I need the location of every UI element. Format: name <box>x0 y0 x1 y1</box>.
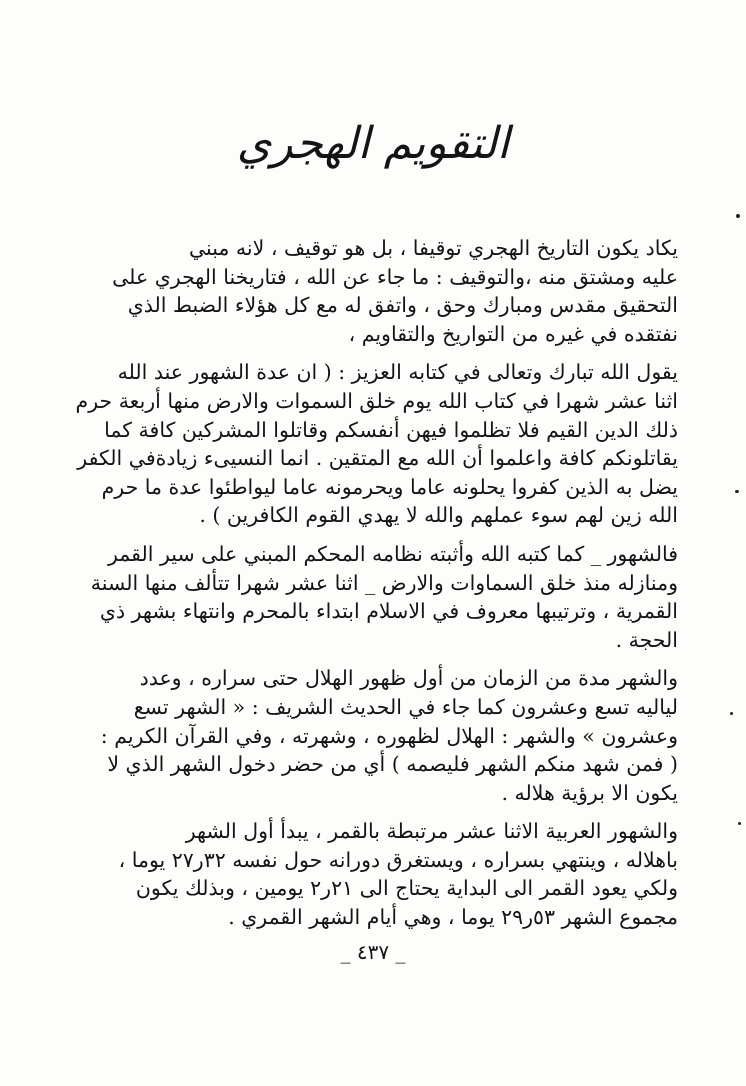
text-line: يقاتلونكم كافة واعلموا أن الله مع المتقين . انما النسيىء زيادةفي الكفر <box>77 446 678 471</box>
text-line: والشهور العربية الاثنا عشر مرتبطة بالقمر ، يبدأ أول الشهر <box>185 819 678 844</box>
page-number: _ ٤٣٧ _ <box>340 940 406 964</box>
text-line: يكاد يكون التاريخ الهجري توقيفا ، بل هو توقيف ، لانه مبني <box>188 236 678 260</box>
text-line: يكون الا برؤية هلاله . <box>501 780 678 805</box>
text-line: الحجة . <box>615 627 678 652</box>
text-line: يضل به الذين كفروا يحلونه عاما ويحرمونه عاما ليواطئوا عدة ما حرم <box>101 474 678 499</box>
paragraph <box>48 234 708 348</box>
text-line: والشهر مدة من الزمان من أول ظهور الهلال حتى سراره ، وعدد <box>139 666 678 691</box>
scan-speck <box>730 712 733 715</box>
text-line: ( فمن شهد منكم الشهر فليصمه ) أي من حضر دخول الشهر الذي لا <box>107 752 678 777</box>
text-line: القمرية ، وترتيبها معروف في الاسلام ابتداء بالمحرم وانتهاء بشهر ذي <box>99 599 678 624</box>
text-line: يقول الله تبارك وتعالى في كتابه العزيز : ( ان عدة الشهور عند الله <box>117 360 678 385</box>
text-line: ولكي يعود القمر الى البداية يحتاج الى ٢١ر٢ يومين ، وبذلك يكون <box>135 876 678 901</box>
text-line: ذلك الدين القيم فلا تظلموا فيهن أنفسكم وقاتلوا المشركين كافة كما <box>104 417 678 442</box>
text-line: مجموع الشهر ٥٣ر٢٩ يوما ، وهي أيام الشهر القمري . <box>228 905 678 930</box>
scan-speck <box>735 490 739 493</box>
text-line: نفتقده في غيره من التواريخ والتقاويم ، <box>348 321 678 346</box>
paragraph <box>48 817 708 931</box>
scan-speck <box>738 822 741 825</box>
text-line: الله زين لهم سوء عملهم والله لا يهدي القوم الكافرين ) . <box>199 503 678 528</box>
text-line: لياليه تسع وعشرون كما جاء في الحديث الشريف : « الشهر تسع <box>133 694 678 719</box>
text-line: ومنازله منذ خلق السماوات والارض _ اثنا عشر شهرا تتألف منها السنة <box>90 570 678 595</box>
text-line: عليه ومشتق منه ،والتوقيف : ما جاء عن الله ، فتاريخنا الهجري على <box>112 264 678 289</box>
paragraph <box>48 540 708 654</box>
paragraph <box>48 664 708 807</box>
text-line: اثنا عشر شهرا في كتاب الله يوم خلق السموات والارض منها أربعة حرم <box>75 388 678 413</box>
body-text <box>48 234 708 942</box>
text-line: التحقيق مقدس ومبارك وحق ، واتفق له مع كل هؤلاء الضبط الذي <box>127 293 678 318</box>
scan-speck <box>736 214 740 218</box>
text-line: وعشرون » والشهر : الهلال لظهوره ، وشهرته ، وفي القرآن الكريم : <box>100 723 678 748</box>
text-line: فالشهور _ كما كتبه الله وأثبته نظامه المحكم المبني على سير القمر <box>107 541 678 566</box>
page-title: التقويم الهجري <box>236 118 510 169</box>
text-line: باهلاله ، وينتهي بسراره ، ويستغرق دورانه حول نفسه ٣٢ر٢٧ يوما ، <box>118 847 678 872</box>
paragraph <box>48 358 708 530</box>
